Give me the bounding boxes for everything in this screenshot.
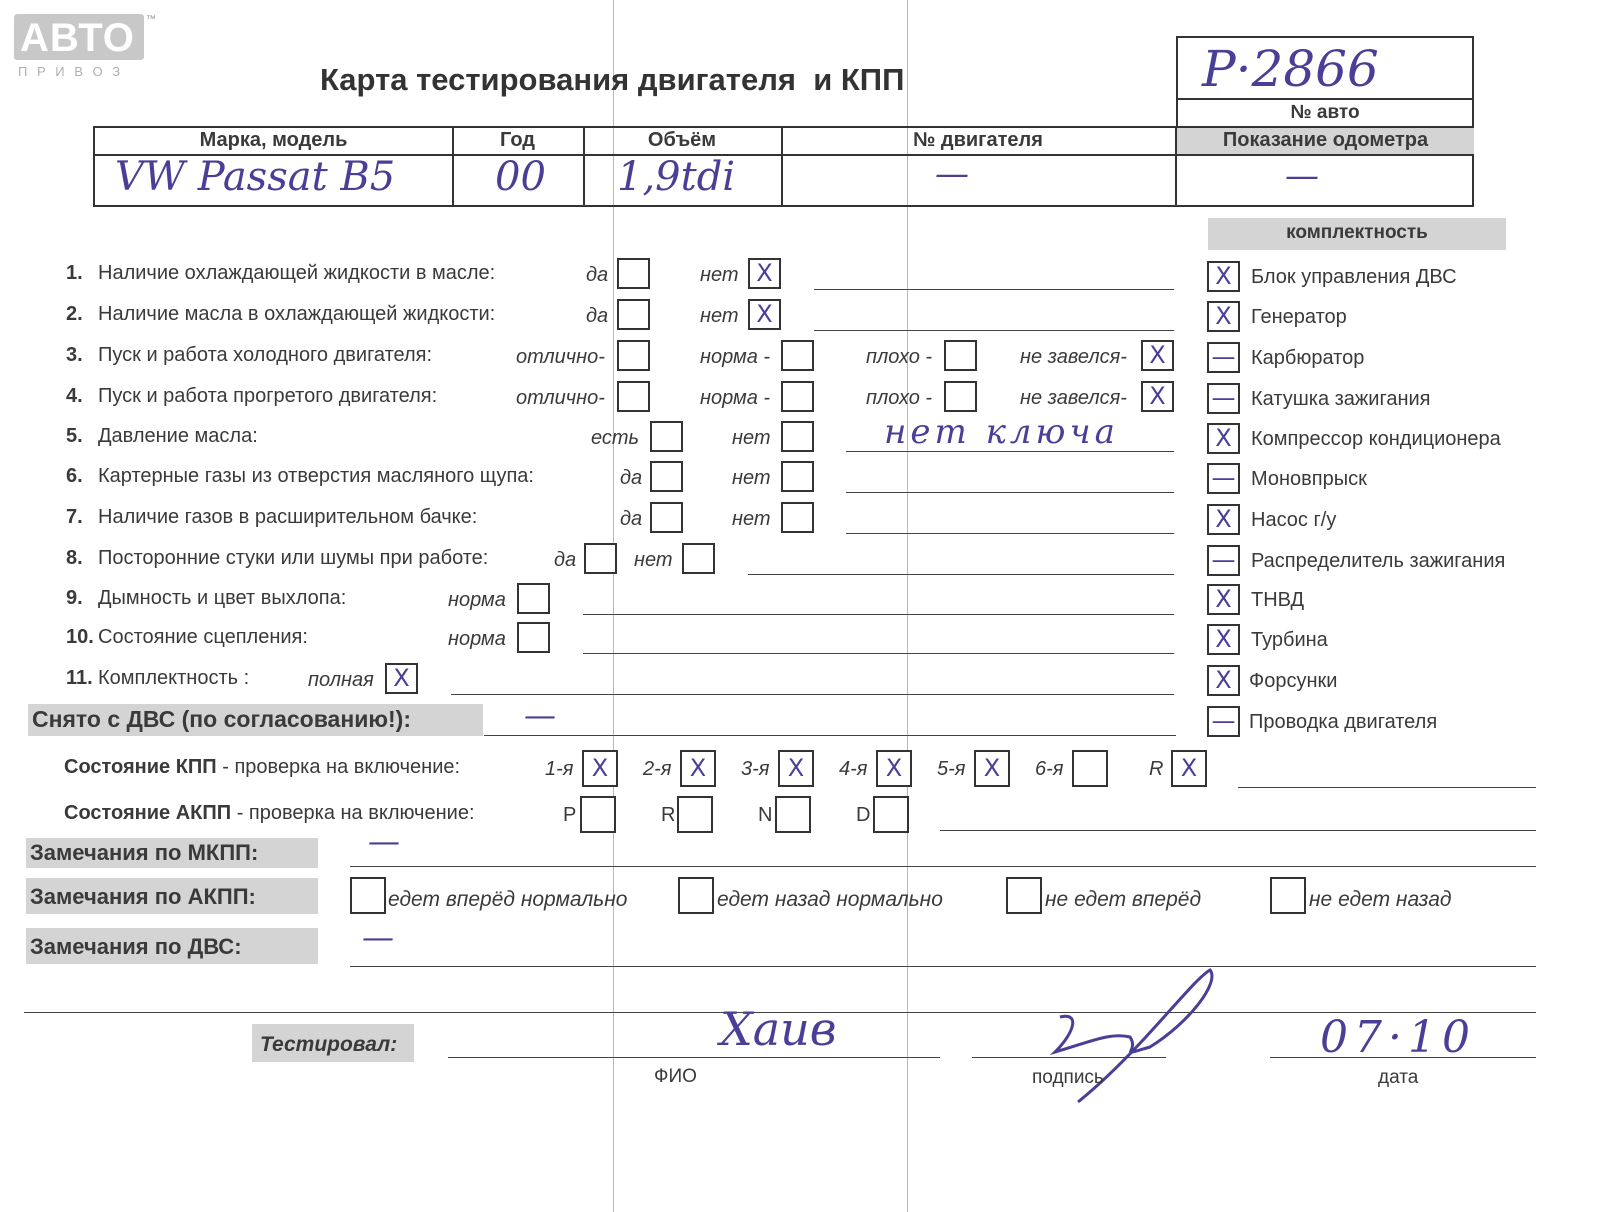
kpp-label-rest: - проверка на включение: — [216, 756, 461, 778]
opt-norma: норма - — [700, 387, 771, 409]
value-volume: 1,9tdi — [617, 154, 736, 200]
car-number-label: № авто — [1290, 102, 1360, 123]
opt-da: да — [586, 264, 609, 286]
akpp-mode-checkbox[interactable] — [580, 796, 616, 833]
komplekt-label: Генератор — [1251, 306, 1347, 328]
check-num: 11. — [66, 667, 93, 689]
komplekt-mark: — — [1211, 464, 1236, 492]
check-mark: X — [1149, 341, 1166, 369]
akpp-mode-label: R — [661, 804, 676, 826]
komplekt-label: ТНВД — [1251, 589, 1305, 611]
gear-label: 2-я — [643, 758, 672, 780]
col-header-model: Марка, модель — [199, 129, 348, 151]
logo-sub: П Р И В О З — [18, 64, 124, 79]
komplekt-title: комплектность — [1286, 222, 1428, 243]
gear-mark: X — [983, 754, 1001, 782]
check-label: Состояние сцепления: — [98, 626, 308, 648]
opt-otlichno: отлично- — [516, 387, 605, 409]
removed-value: — — [524, 696, 556, 734]
gear-label: 4-я — [839, 758, 868, 780]
checkbox-crankcase-gas-no[interactable] — [781, 461, 814, 492]
opt-ploho: плохо - — [866, 387, 933, 409]
signature — [1020, 962, 1240, 1112]
note-line — [814, 330, 1174, 331]
checkbox-tank-gas-yes[interactable] — [650, 502, 683, 533]
akpp-label-rest: - проверка на включение: — [231, 802, 475, 824]
tested-by-label: Тестировал: — [260, 1033, 398, 1056]
gear-label: 5-я — [937, 758, 966, 780]
gear-label: 1-я — [545, 758, 574, 780]
remarks-mkpp-value: — — [368, 822, 400, 860]
check-num: 5. — [66, 425, 83, 447]
opt-da: да — [620, 508, 643, 530]
opt-ne-zavelsya: не завелся- — [1020, 346, 1127, 368]
opt-ploho: плохо - — [866, 346, 933, 368]
value-engine-no: — — [935, 154, 969, 194]
opt-norma: норма — [448, 589, 506, 611]
checkbox-warm-start-normal[interactable] — [781, 381, 814, 412]
opt-norma: норма - — [700, 346, 771, 368]
sign-line — [972, 1057, 1166, 1058]
gear-mark: X — [591, 754, 609, 782]
komplekt-label: Блок управления ДВС — [1251, 266, 1457, 288]
remarks-dvs-value: — — [362, 918, 394, 956]
komplekt-label: Карбюратор — [1251, 347, 1365, 369]
akpp-mode-checkbox[interactable] — [873, 796, 909, 833]
remarks-akpp-label: Замечания по АКПП: — [30, 884, 256, 909]
logo-tm: ™ — [146, 14, 156, 25]
kpp-label — [64, 756, 460, 779]
akpp-remark-checkbox[interactable] — [1270, 877, 1306, 914]
col-header-year: Год — [500, 129, 535, 151]
note-line — [940, 830, 1536, 831]
fio-value: Хаив — [720, 1002, 837, 1056]
gear-mark: X — [885, 754, 903, 782]
komplekt-label: Катушка зажигания — [1251, 388, 1431, 410]
checkbox-warm-start-bad[interactable] — [944, 381, 977, 412]
komplekt-label: Проводка двигателя — [1249, 711, 1438, 733]
opt-net: нет — [700, 264, 739, 286]
akpp-mode-checkbox[interactable] — [677, 796, 713, 833]
value-model: VW Passat B5 — [115, 154, 396, 200]
opt-net: нет — [634, 549, 673, 571]
komplekt-mark: — — [1211, 343, 1236, 371]
col-header-volume: Объём — [647, 129, 717, 151]
akpp-remark-checkbox[interactable] — [350, 877, 386, 914]
checkbox-clutch-normal[interactable] — [517, 622, 550, 653]
note-line — [583, 653, 1174, 654]
oil-pressure-note: нет ключа — [884, 412, 1119, 452]
akpp-remark-label: не едет вперёд — [1045, 888, 1202, 911]
removed-label: Снято с ДВС (по согласованию!): — [32, 706, 411, 732]
check-mark: X — [1149, 382, 1166, 410]
check-label: Комплектность : — [98, 667, 250, 689]
komplekt-mark: — — [1211, 384, 1236, 412]
check-num: 9. — [66, 587, 83, 609]
komplekt-mark: — — [1211, 707, 1236, 735]
check-mark: X — [393, 664, 410, 692]
value-odometer: — — [1285, 156, 1319, 196]
checkbox-noise-yes[interactable] — [584, 543, 617, 574]
kpp-label-bold: Состояние КПП — [64, 756, 217, 778]
komplekt-mark: — — [1211, 546, 1236, 574]
komplekt-label: Моновпрыск — [1251, 468, 1367, 490]
check-label: Картерные газы из отверстия масляного щупа: — [98, 465, 534, 487]
check-label: Давление масла: — [98, 425, 258, 447]
opt-da: да — [620, 467, 643, 489]
komplekt-label: Форсунки — [1249, 670, 1338, 692]
check-mark: X — [756, 259, 773, 287]
akpp-label — [64, 802, 475, 825]
gear-mark: X — [1180, 754, 1198, 782]
checkbox-warm-start-excellent[interactable] — [617, 381, 650, 412]
gear-label: R — [1149, 758, 1164, 780]
opt-ne-zavelsya: не завелся- — [1020, 387, 1127, 409]
gear-mark: X — [689, 754, 707, 782]
komplekt-mark: X — [1215, 666, 1232, 694]
opt-net: нет — [700, 305, 739, 327]
value-year: 00 — [495, 154, 546, 200]
komplekt-mark: X — [1215, 625, 1232, 653]
logo — [14, 14, 156, 80]
komplekt-mark: X — [1215, 424, 1232, 452]
akpp-remark-checkbox[interactable] — [678, 877, 714, 914]
remarks-dvs-label: Замечания по ДВС: — [30, 934, 242, 959]
header-table — [93, 126, 1474, 207]
check-label: Наличие охлаждающей жидкости в масле: — [98, 262, 496, 284]
car-number-box — [1176, 36, 1474, 128]
gear-checkbox[interactable] — [1072, 750, 1108, 787]
opt-est: есть — [591, 427, 640, 449]
checkbox-coolant-in-oil-yes[interactable] — [617, 258, 650, 289]
check-label: Посторонние стуки или шумы при работе: — [98, 547, 489, 569]
akpp-remark-label: едет назад нормально — [717, 888, 943, 911]
akpp-mode-label: N — [758, 804, 773, 826]
checkbox-exhaust-normal[interactable] — [517, 583, 550, 614]
date-label: дата — [1378, 1067, 1419, 1088]
note-line — [484, 735, 1176, 736]
checkbox-cold-start-bad[interactable] — [944, 340, 977, 371]
check-num: 4. — [66, 385, 83, 407]
checkbox-oil-pressure-no[interactable] — [781, 421, 814, 452]
komplekt-label: Распределитель зажигания — [1251, 550, 1506, 572]
gear-label: 6-я — [1035, 758, 1064, 780]
akpp-label-bold: Состояние АКПП — [64, 802, 232, 824]
komplekt-mark: X — [1215, 262, 1232, 290]
fio-line — [448, 1057, 940, 1058]
note-line — [1238, 787, 1536, 788]
akpp-mode-checkbox[interactable] — [775, 796, 811, 833]
checkbox-tank-gas-no[interactable] — [781, 502, 814, 533]
check-num: 2. — [66, 303, 83, 325]
komplekt-mark: X — [1215, 302, 1232, 330]
car-number-divider — [1178, 98, 1472, 100]
col-header-engine-no: № двигателя — [913, 129, 1043, 151]
opt-net: нет — [732, 427, 771, 449]
opt-net: нет — [732, 467, 771, 489]
check-mark: X — [756, 300, 773, 328]
gear-mark: X — [787, 754, 805, 782]
checkbox-cold-start-excellent[interactable] — [617, 340, 650, 371]
opt-net: нет — [732, 508, 771, 530]
date-line — [1270, 1057, 1536, 1058]
col-header-odometer: Показание одометра — [1222, 129, 1429, 151]
check-num: 3. — [66, 344, 83, 366]
check-label: Пуск и работа холодного двигателя: — [98, 344, 433, 366]
gear-label: 3-я — [741, 758, 770, 780]
note-line — [846, 451, 1174, 452]
check-label: Наличие масла в охлаждающей жидкости: — [98, 303, 496, 325]
check-num: 8. — [66, 547, 83, 569]
checkbox-noise-no[interactable] — [682, 543, 715, 574]
note-line — [451, 694, 1174, 695]
check-label: Наличие газов в расширительном бачке: — [98, 506, 478, 528]
note-line — [814, 289, 1174, 290]
check-num: 6. — [66, 465, 83, 487]
akpp-mode-label: P — [563, 804, 577, 826]
note-line — [846, 533, 1174, 534]
check-num: 1. — [66, 262, 83, 284]
check-num: 7. — [66, 506, 83, 528]
komplekt-mark: X — [1215, 505, 1232, 533]
komplekt-label: Компрессор кондиционера — [1251, 428, 1501, 450]
date-value: 07·10 — [1320, 1012, 1476, 1063]
remarks-mkpp-label: Замечания по МКПП: — [30, 840, 259, 865]
check-num: 10. — [66, 626, 94, 648]
sign-label: подпись — [1032, 1067, 1104, 1088]
akpp-remark-label: не едет назад — [1309, 888, 1452, 911]
opt-norma: норма — [448, 628, 506, 650]
komplekt-mark: X — [1215, 585, 1232, 613]
car-number-value: P·2866 — [1202, 40, 1379, 98]
akpp-mode-label: D — [856, 804, 871, 826]
akpp-remark-checkbox[interactable] — [1006, 877, 1042, 914]
check-label: Дымность и цвет выхлопа: — [98, 587, 347, 609]
fio-label: ФИО — [654, 1066, 697, 1087]
checkbox-crankcase-gas-yes[interactable] — [650, 461, 683, 492]
logo-text: АВТО — [20, 16, 135, 60]
opt-da: да — [554, 549, 577, 571]
akpp-remark-label: едет вперёд нормально — [388, 888, 628, 911]
note-line — [350, 866, 1536, 867]
check-label: Пуск и работа прогретого двигателя: — [98, 385, 438, 407]
page-title: Карта тестирования двигателя и КПП — [320, 62, 905, 97]
komplekt-label: Турбина — [1251, 629, 1328, 651]
komplekt-label: Насос г/у — [1251, 509, 1337, 531]
note-line — [748, 574, 1174, 575]
checkbox-cold-start-normal[interactable] — [781, 340, 814, 371]
opt-polnaya: полная — [308, 669, 374, 691]
opt-otlichno: отлично- — [516, 346, 605, 368]
note-line — [583, 614, 1174, 615]
note-line — [846, 492, 1174, 493]
note-line — [350, 966, 1536, 967]
opt-da: да — [586, 305, 609, 327]
checkbox-oil-pressure-yes[interactable] — [650, 421, 683, 452]
checkbox-oil-in-coolant-yes[interactable] — [617, 299, 650, 330]
